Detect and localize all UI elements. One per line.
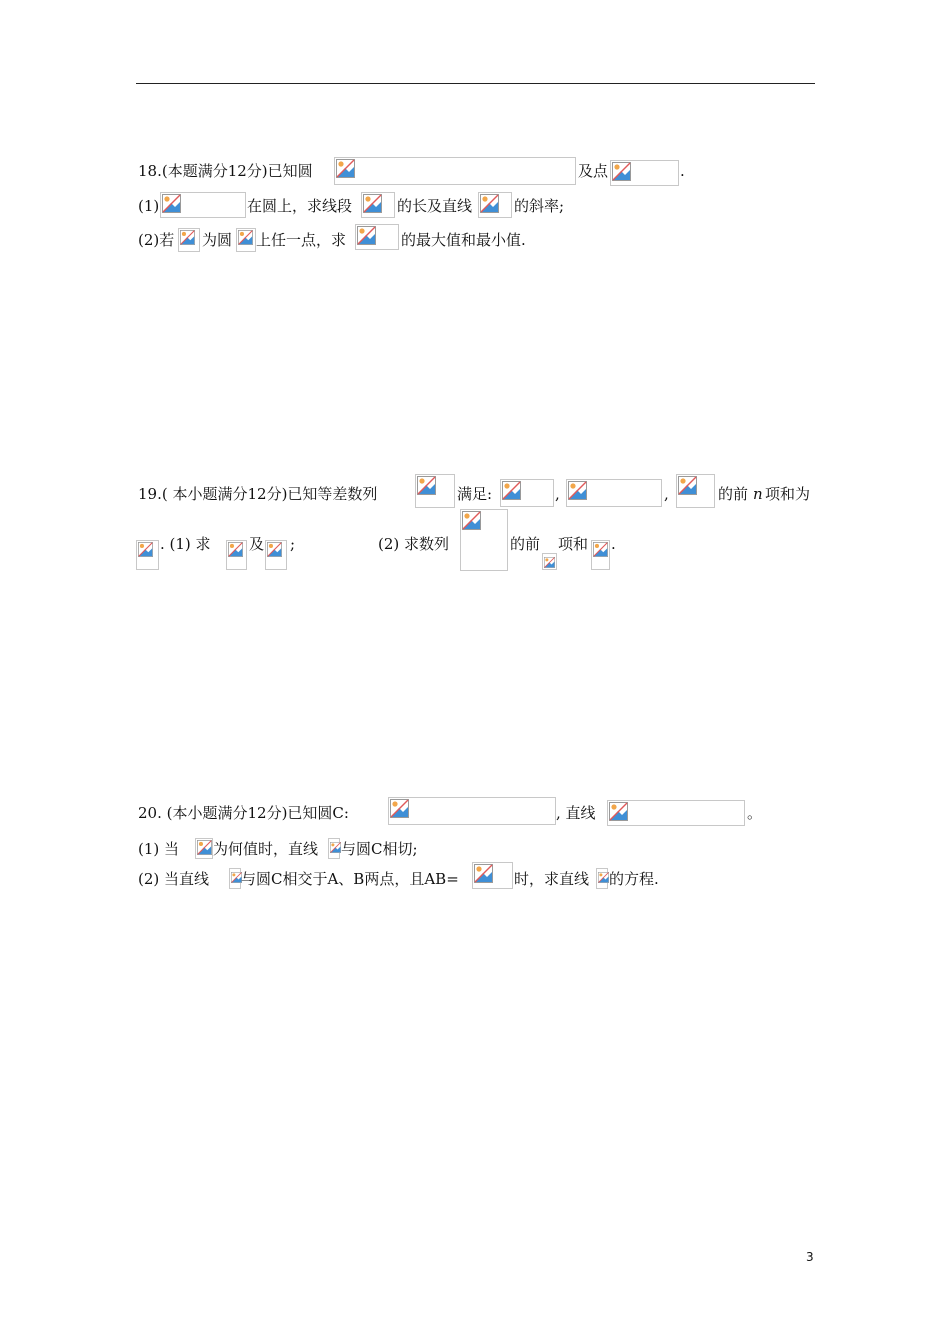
- q19-p2-c: 项和: [558, 535, 589, 553]
- reciprocal-sequence-image: [460, 509, 508, 571]
- page-number: 3: [806, 1250, 814, 1264]
- q20-p2-d: 的方程.: [609, 870, 659, 888]
- segment-image: [361, 192, 395, 218]
- broken-image-icon: [609, 802, 628, 821]
- line-l-equation-image: [607, 800, 745, 826]
- broken-image-icon: [330, 840, 341, 855]
- broken-image-icon: [480, 194, 499, 213]
- q19-p2-a: (2) 求数列: [378, 535, 450, 553]
- broken-image-icon: [417, 476, 436, 495]
- point-m-image: [178, 228, 200, 252]
- q19-p1-a: . (1) 求: [160, 535, 211, 553]
- q20-p1-a: (1) 当: [138, 840, 180, 858]
- q18-period: .: [680, 162, 685, 180]
- q20-p1-b: 为何值时，直线: [213, 840, 319, 858]
- q19-end-period: .: [611, 535, 616, 553]
- point-on-circle-image: [160, 192, 246, 218]
- an-image: [226, 540, 247, 570]
- sn-image-2: [265, 540, 287, 570]
- broken-image-icon: [238, 230, 253, 245]
- q18-p1-c: 的斜率;: [514, 197, 565, 215]
- header-rule: [136, 83, 815, 84]
- q19-n-variable: n: [753, 485, 763, 503]
- broken-image-icon: [138, 542, 153, 557]
- q18-p2-b: 上任一点，求: [256, 231, 347, 249]
- q19-p2-b: 的前: [510, 535, 541, 553]
- condition-1-image: [500, 479, 554, 507]
- broken-image-icon: [474, 864, 493, 883]
- q20-intro: 20. (本小题满分12分)已知圆C:: [138, 804, 349, 822]
- broken-image-icon: [612, 162, 631, 181]
- broken-image-icon: [678, 476, 697, 495]
- q20-p2-b: 与圆C相交于A、B两点，且AB=: [241, 870, 459, 888]
- chord-length-image: [472, 862, 513, 889]
- sn-image: [136, 540, 159, 570]
- broken-image-icon: [363, 194, 382, 213]
- sequence-name-image: [676, 474, 715, 508]
- broken-image-icon: [336, 159, 355, 178]
- q19-satisfy: 满足:: [457, 485, 493, 503]
- broken-image-icon: [197, 840, 212, 855]
- broken-image-icon: [228, 542, 243, 557]
- broken-image-icon: [502, 481, 521, 500]
- distance-expression-image: [355, 224, 399, 250]
- tn-image: [591, 540, 610, 570]
- broken-image-icon: [180, 230, 195, 245]
- q19-p1-semi: ;: [290, 535, 296, 553]
- q18-p1-a: 在圆上，求线段: [247, 197, 353, 215]
- n-image: [542, 553, 557, 570]
- q18-p2-c: 的最大值和最小值.: [401, 231, 526, 249]
- sequence-image: [415, 474, 455, 508]
- broken-image-icon: [462, 511, 481, 530]
- circle-c-equation-image: [388, 797, 556, 825]
- q19-sum-text-a: 的前: [718, 485, 749, 503]
- parameter-a-image: [195, 838, 213, 859]
- q19-sum-text-b: 项和为: [765, 485, 811, 503]
- broken-image-icon: [544, 555, 555, 570]
- condition-2-image: [566, 479, 662, 507]
- q18-p2-label: (2)若: [138, 231, 175, 249]
- q19-intro: 19.( 本小题满分12分)已知等差数列: [138, 485, 378, 503]
- broken-image-icon: [357, 226, 376, 245]
- broken-image-icon: [593, 542, 608, 557]
- q18-p1-label: (1): [138, 197, 160, 215]
- q18-intro: 18.(本题满分12分)已知圆: [138, 162, 313, 180]
- q18-and-point: 及点: [578, 162, 609, 180]
- broken-image-icon: [267, 542, 282, 557]
- q20-comma-line: , 直线: [556, 804, 596, 822]
- broken-image-icon: [598, 870, 609, 885]
- broken-image-icon: [162, 194, 181, 213]
- q20-end: 。: [747, 804, 763, 822]
- q20-p2-c: 时，求直线: [514, 870, 590, 888]
- line-l-image-2: [229, 868, 241, 889]
- q18-p2-a: 为圆: [202, 231, 233, 249]
- circle-equation-image: [334, 157, 576, 185]
- broken-image-icon: [568, 481, 587, 500]
- broken-image-icon: [390, 799, 409, 818]
- point-image: [610, 160, 679, 186]
- q20-p1-c: 与圆C相切;: [341, 840, 418, 858]
- circle-c-image: [236, 228, 256, 252]
- q19-p1-and: 及: [249, 535, 265, 553]
- q20-p2-a: (2) 当直线: [138, 870, 210, 888]
- line-l-image: [328, 838, 340, 859]
- line-image: [478, 192, 512, 218]
- q19-comma-1: ,: [555, 485, 560, 503]
- line-l-image-3: [596, 868, 608, 889]
- q19-comma-2: ,: [664, 485, 669, 503]
- q18-p1-b: 的长及直线: [397, 197, 473, 215]
